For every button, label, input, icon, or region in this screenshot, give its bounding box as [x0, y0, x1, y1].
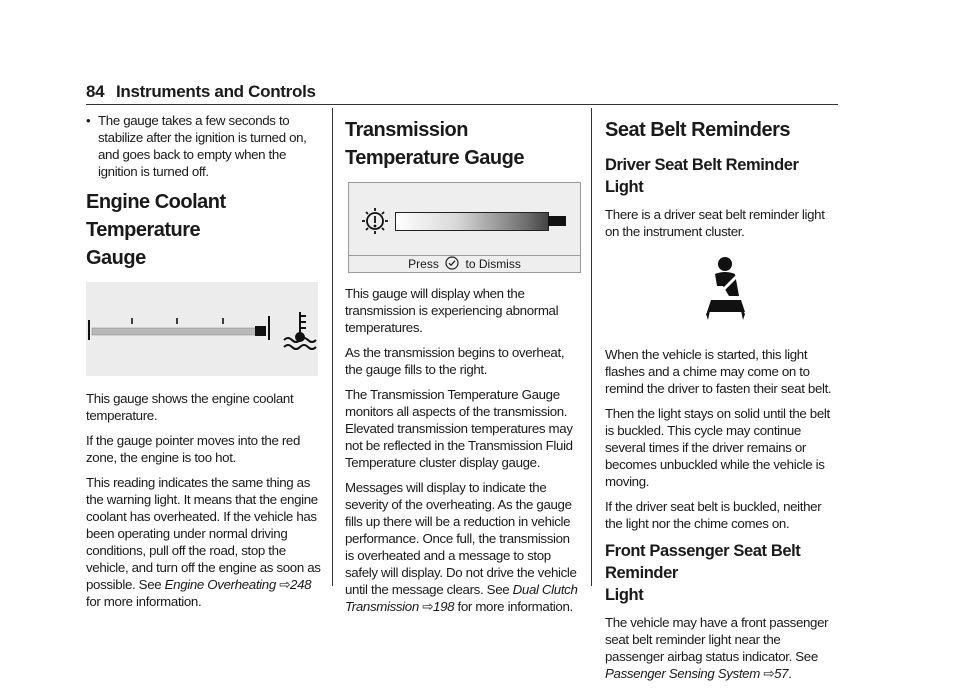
section-title: Instruments and Controls: [116, 82, 316, 101]
column-divider-2: [591, 108, 592, 586]
bullet-item: • The gauge takes a few seconds to stabilize after the ignition is turned on, and goes back to empty when the ignition is turned off.: [86, 113, 307, 179]
bullet-icon: •: [86, 113, 91, 128]
transmission-para-1: This gauge will display when the transmission is experiencing abnormal temperatures.: [345, 286, 559, 335]
transmission-heading: Transmission Temperature Gauge: [345, 119, 524, 169]
dual-clutch-link[interactable]: Dual Clutch Transmission: [345, 582, 578, 614]
page-ref-57[interactable]: 57: [774, 666, 789, 681]
column-1: [86, 112, 322, 618]
column-2: [345, 112, 581, 623]
coolant-para-2: If the gauge pointer moves into the red zone, the engine is too hot.: [86, 433, 301, 465]
seat-belt-para-3: Then the light stays on solid until the belt is buckled. This cycle may continue several times if the driver remains or becomes unbuckled while the vehicle is moving.: [605, 406, 830, 489]
transmission-gauge-figure: [348, 182, 581, 273]
driver-reminder-subheading: Driver Seat Belt Reminder Light: [605, 156, 799, 196]
dismiss-prompt: Press to Dismiss: [349, 255, 580, 272]
page-ref-198[interactable]: 198: [433, 599, 455, 614]
transmission-para-2: As the transmission begins to overheat, the gauge fills to the right.: [345, 345, 565, 377]
page-header: [86, 82, 838, 104]
seat-belt-para-1: There is a driver seat belt reminder light on the instrument cluster.: [605, 207, 825, 239]
seat-belt-heading: Seat Belt Reminders: [605, 119, 791, 141]
coolant-para-1: This gauge shows the engine coolant temperature.: [86, 391, 294, 423]
page-reference-icon: ⇨: [763, 666, 775, 681]
seat-belt-icon: [697, 254, 757, 324]
passenger-sensing-link[interactable]: Passenger Sensing System: [605, 666, 760, 681]
coolant-para-3: This reading indicates the same thing as the warning light. It means that the engine coolant has overheated. If the vehicle has been operating under normal driving conditions, pull off the road, stop the vehicle, and turn off the engine as soon as possible. See Engine Overheating ⇨248 for more information.: [86, 475, 321, 609]
transmission-gauge-end: [548, 216, 566, 226]
transmission-para-3: The Transmission Temperature Gauge monitors all aspects of the transmission. Elevated transmission temperatures may not be reflected in the Transmission Fluid Temperature cluster display gauge.: [345, 387, 573, 470]
passenger-reminder-subheading: Front Passenger Seat Belt Reminder Light: [605, 542, 801, 604]
header-rule: [86, 104, 838, 105]
coolant-temperature-icon: [284, 312, 316, 349]
coolant-gauge-graphic: [86, 282, 318, 376]
transmission-gauge-bar: [395, 212, 549, 231]
seat-belt-figure: [605, 248, 837, 338]
transmission-para-4: Messages will display to indicate the severity of the overheating. As the gauge fills up there will be a reduction in vehicle performance. Once full, the transmission is overheated and a message to stop safely will display. Do not drive the vehicle until the message clears. See Dual Clutch Transmission ⇨198 for more information.: [345, 480, 578, 614]
page-reference-icon: ⇨: [279, 577, 291, 592]
seat-belt-para-4: If the driver seat belt is buckled, neither the light nor the chime comes on.: [605, 499, 822, 531]
engine-overheating-link[interactable]: Engine Overheating: [164, 577, 276, 592]
coolant-gauge-figure: [86, 282, 318, 376]
column-divider-1: [332, 108, 333, 586]
page-ref-248[interactable]: 248: [290, 577, 312, 592]
column-3: [605, 112, 841, 690]
page-number: 84: [86, 82, 105, 101]
coolant-heading: Engine Coolant Temperature Gauge: [86, 191, 226, 269]
seat-belt-para-5: The vehicle may have a front passenger seat belt reminder light near the passenger airbag status indicator. See Passenger Sensing System ⇨57.: [605, 615, 829, 681]
seat-belt-para-2: When the vehicle is started, this light flashes and a chime may come on to remind the driver to fasten their seat belt.: [605, 347, 832, 396]
checkmark-circle-icon: [445, 256, 459, 270]
page-reference-icon: ⇨: [422, 599, 434, 614]
